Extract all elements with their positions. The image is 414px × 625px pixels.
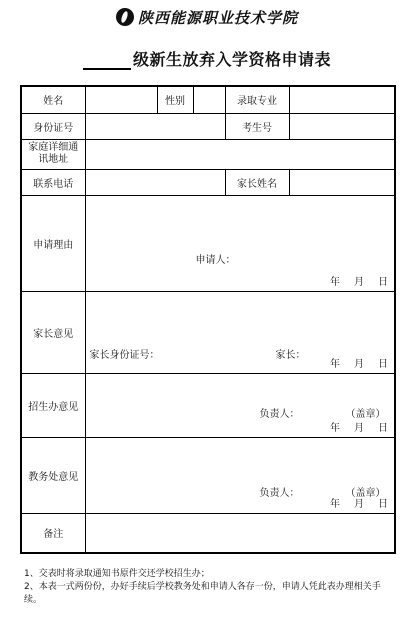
form-title: 级新生放弃入学资格申请表 [132, 50, 331, 69]
application-form-table [20, 85, 396, 554]
parent-id-label: 家长身份证号： [89, 349, 160, 361]
parent-opinion-field[interactable] [85, 291, 395, 373]
name-label: 姓名 [21, 86, 85, 113]
academic-date [316, 495, 388, 510]
phone-label: 联系电话 [21, 169, 85, 195]
parent-opinion-label: 家长意见 [21, 291, 85, 373]
day-label: 日 [378, 276, 388, 288]
address-label: 家庭详细通讯地址 [28, 142, 79, 165]
remark-label: 备注 [21, 513, 85, 553]
parent-name-label: 家长姓名 [225, 169, 289, 195]
exam-number-field[interactable] [289, 113, 395, 139]
reason-label: 申请理由 [21, 195, 85, 291]
parent-sign-label: 家长： [275, 349, 306, 361]
admission-opinion-field[interactable] [85, 373, 395, 437]
id-number-field[interactable] [85, 113, 225, 139]
footnotes [24, 568, 394, 607]
page-header [0, 6, 414, 28]
row-id [21, 113, 395, 139]
admission-date [316, 419, 388, 434]
remark-field[interactable] [85, 513, 395, 553]
day-label: 日 [378, 498, 388, 510]
academic-opinion-label: 教务处意见 [21, 437, 85, 513]
year-label: 年 [330, 498, 340, 510]
row-phone [21, 169, 395, 195]
month-label: 月 [354, 498, 364, 510]
row-parent-opinion [21, 291, 395, 373]
reason-date [316, 273, 388, 288]
gender-label: 性别 [157, 86, 193, 113]
year-blank[interactable] [83, 50, 131, 70]
day-label: 日 [378, 422, 388, 434]
parent-name-field[interactable] [289, 169, 395, 195]
id-number-label: 身份证号 [21, 113, 85, 139]
day-label: 日 [378, 358, 388, 370]
name-field[interactable] [85, 86, 157, 113]
school-name: 陕西能源职业技术学院 [137, 8, 298, 27]
academic-opinion-field[interactable] [85, 437, 395, 513]
month-label: 月 [354, 422, 364, 434]
phone-field[interactable] [85, 169, 225, 195]
month-label: 月 [354, 358, 364, 370]
footnote-2: 2、本表一式两份份，办好手续后学校教务处和申请人各存一份，申请人凭此表办理相关手续。 [24, 582, 381, 605]
parent-date [316, 355, 388, 370]
row-admission-opinion [21, 373, 395, 437]
reason-field[interactable] [85, 195, 395, 291]
year-label: 年 [330, 422, 340, 434]
footnote-1: 1、交表时将录取通知书原件交还学校招生办； [24, 569, 210, 579]
exam-number-label: 考生号 [225, 113, 289, 139]
address-field[interactable] [85, 139, 395, 169]
month-label: 月 [354, 276, 364, 288]
responsible-label: 负责人： [259, 408, 300, 420]
row-address [21, 139, 395, 169]
major-label: 录取专业 [225, 86, 289, 113]
gender-field[interactable] [193, 86, 225, 113]
row-remark [21, 513, 395, 553]
row-academic-opinion [21, 437, 395, 513]
row-name [21, 86, 395, 113]
seal-label: （盖章） [345, 487, 386, 499]
row-reason [21, 195, 395, 291]
responsible-label: 负责人： [259, 487, 300, 499]
form-title-row [0, 44, 414, 70]
admission-opinion-label: 招生办意见 [21, 373, 85, 437]
major-field[interactable] [289, 86, 395, 113]
seal-label: （盖章） [345, 408, 386, 420]
applicant-label: 申请人： [195, 254, 236, 266]
school-logo-icon [116, 8, 134, 26]
year-label: 年 [330, 276, 340, 288]
year-label: 年 [330, 358, 340, 370]
